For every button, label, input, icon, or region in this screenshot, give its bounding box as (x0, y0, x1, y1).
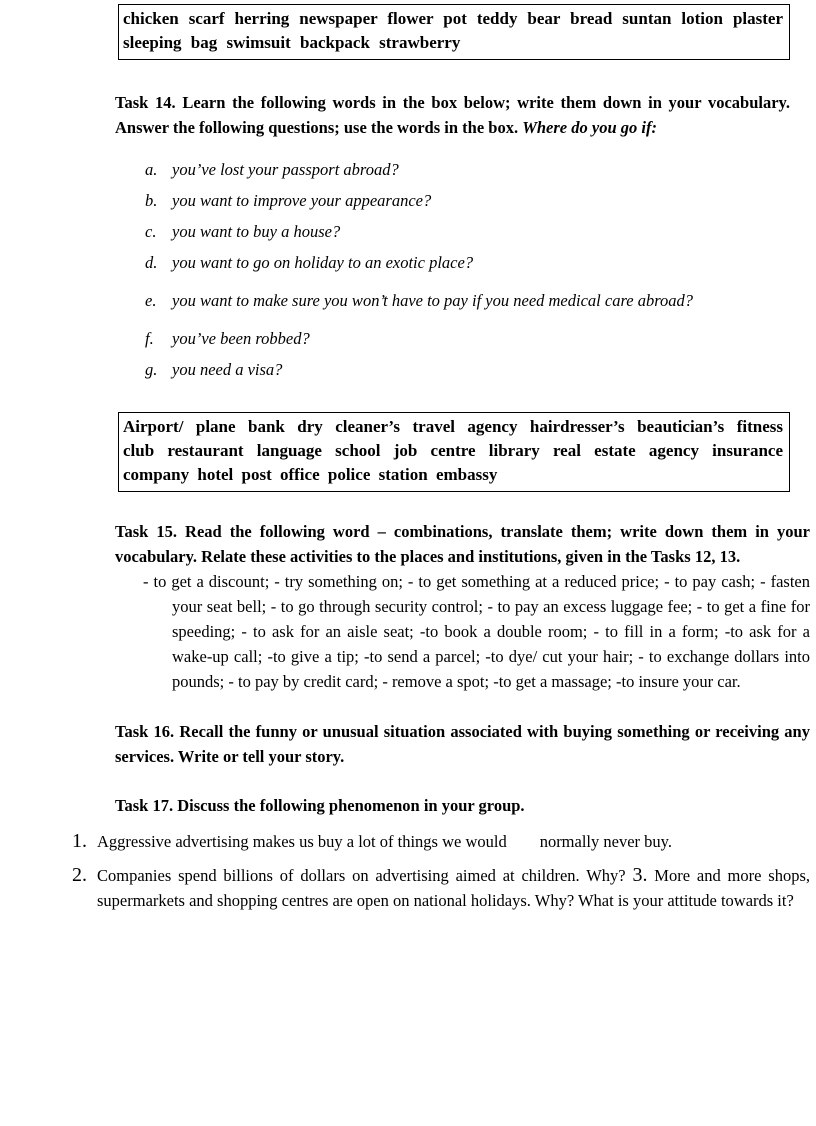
word-box-2 (118, 412, 790, 492)
list-item-text: you want to make sure you won’t have to pay if you need medical care abroad? (172, 291, 694, 310)
discussion-item-2 (72, 863, 810, 914)
word-box-2-text: Airport/ plane bank dry cleaner’s travel agency hairdresser’s beautician’s fitness club restaurant language school job centre library real estate agency insurance company hotel post office police station embassy (123, 417, 783, 484)
task17-text: Task 17. Discuss the following phenomenon in your group. (115, 796, 525, 815)
list-item-text: you’ve lost your passport abroad? (172, 160, 399, 179)
discussion-item-2-body: Companies spend billions of dollars on advertising aimed at children. Why? (97, 865, 626, 885)
list-item-label: b. (145, 191, 158, 210)
list-item-label: g. (145, 360, 158, 379)
list-item-label: d. (145, 253, 158, 272)
task15-body: - to get a discount; - try something on; - to get something at a reduced price; - to pay cash; - fasten your seat bell; - to go through security control; - to pay an excess luggage fee; - to get a fine for speeding; - to ask for an aisle seat; -to book a double room; - to fill in a form; -to ask for a wake-up call; -to give a tip; -to send a parcel; -to dye/ cut your hair; - to exchange dollars into pounds; - to pay by credit card; - remove a spot; -to get a massage; -to insure your car. (143, 572, 810, 691)
list-item-text: you’ve been robbed? (172, 329, 310, 348)
list-item-text: you want to improve your appearance? (172, 191, 432, 210)
list-item (145, 219, 790, 244)
word-box-1-text: chicken scarf herring newspaper flower pot teddy bear bread suntan lotion plaster sleeping bag swimsuit backpack strawberry (123, 9, 783, 52)
discussion-item-2-number: 2. (72, 863, 87, 886)
list-item-label: f. (145, 329, 154, 348)
task14-intro (115, 90, 790, 140)
task16-text: Task 16. Recall the funny or unusual situation associated with buying something or receiving any services. Write or tell your story. (115, 722, 810, 766)
discussion-item-3-body: More and more shops, supermarkets and shopping centres are open on national holidays. Why? What is your attitude towards it? (97, 865, 810, 910)
discussion-item-1-text: Aggressive advertising makes us buy a lot of things we would normally never buy. (97, 832, 672, 851)
word-box-1 (118, 4, 790, 60)
list-item (145, 288, 790, 313)
list-item (145, 357, 790, 382)
task14-question-list (145, 157, 790, 382)
discussion-item-1-number: 1. (72, 830, 87, 852)
list-item-text: you want to buy a house? (172, 222, 341, 241)
task14-intro-bold: Task 14. Learn the following words in the box below; write them down in your vocabulary. Answer the following questions; use the words in the box. (115, 93, 790, 137)
discussion-item-2-text (97, 863, 810, 914)
list-item-text: you want to go on holiday to an exotic place? (172, 253, 474, 272)
discussion-item-3-number: 3. (632, 863, 648, 886)
list-item (145, 157, 790, 182)
list-item-label: e. (145, 291, 157, 310)
list-item-text: you need a visa? (172, 360, 283, 379)
discussion-item-1 (72, 829, 810, 855)
document-page (0, 4, 816, 1126)
list-item (145, 250, 790, 275)
list-item-label: a. (145, 160, 158, 179)
task14-intro-italic: Where do you go if: (522, 118, 657, 137)
list-item-label: c. (145, 222, 157, 241)
list-item (145, 326, 790, 351)
list-item (145, 188, 790, 213)
task15-intro: Task 15. Read the following word – combinations, translate them; write down them in your vocabulary. Relate these activities to the places and institutions, given in the Tasks 12, 13. (115, 522, 810, 566)
